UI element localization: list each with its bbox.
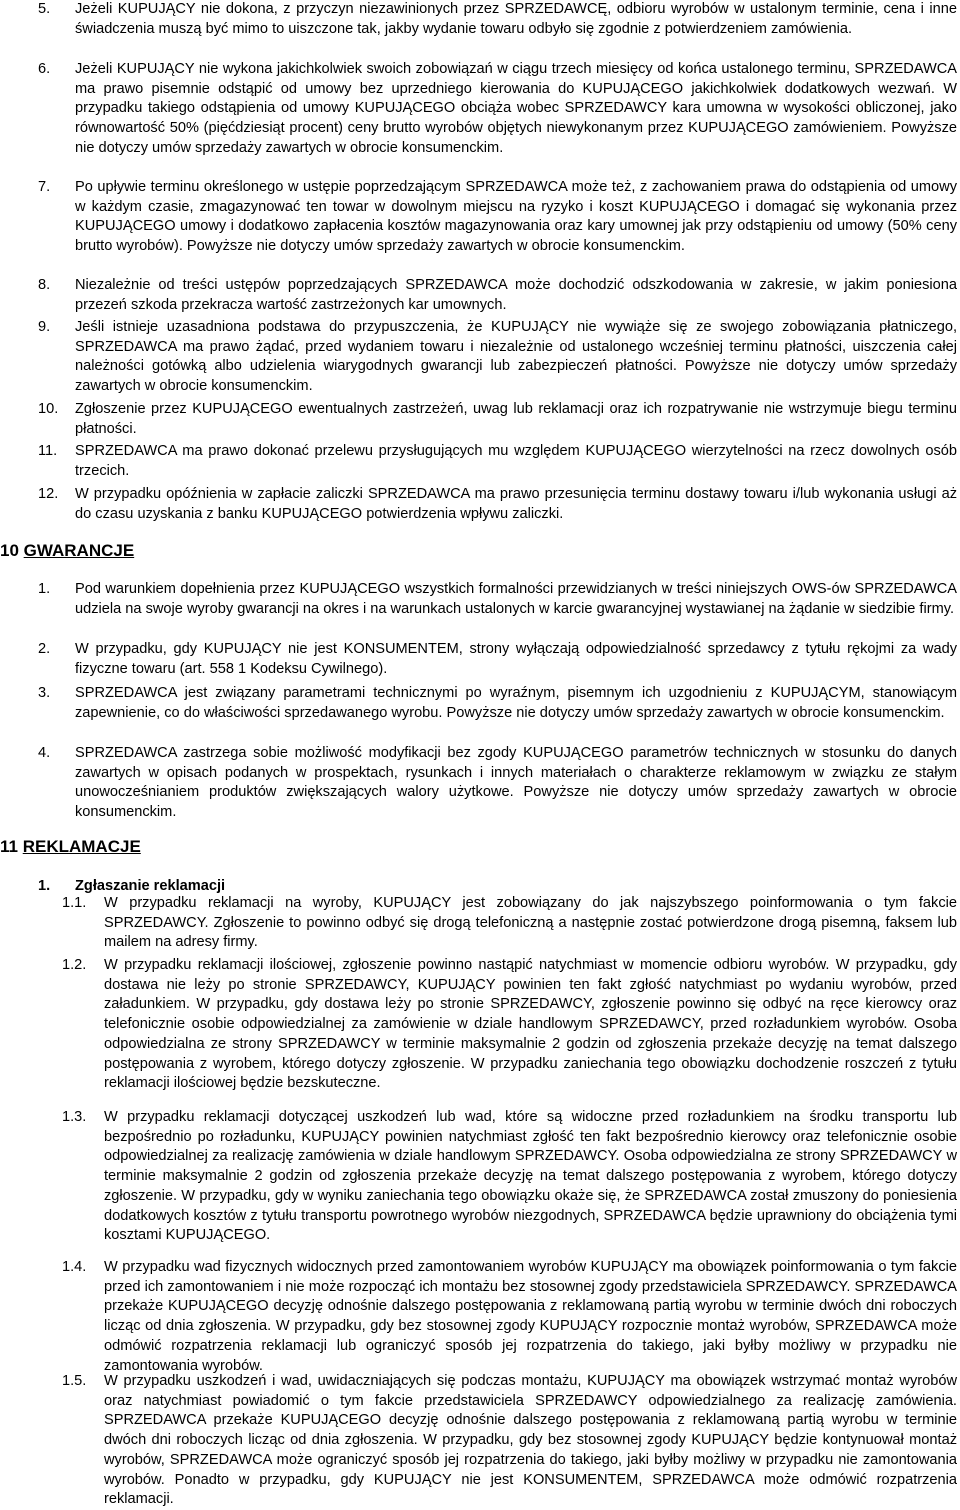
subsection-title: Zgłaszanie reklamacji xyxy=(75,878,226,894)
item-text: SPRZEDAWCA zastrzega sobie możliwość modyfikacji bez zgody KUPUJĄCEGO parametrów technicznych w stosunku do danych zawartych w opisach podanych w prospektach, rysunkach i innych materiałach o charakterze reklamowym w związku ze stałym unowocześnianiem produktów zwiększających walory użytkowe. Powyższe nie dotyczy umów sprzedaży zawartych w obrocie konsumenckim. xyxy=(75,745,957,821)
subsection-number: 1. xyxy=(38,878,51,894)
item-number: 1.4. xyxy=(62,1259,87,1275)
item-text: W przypadku reklamacji na wyroby, KUPUJĄCY jest zobowiązany do jak najszybszego poinformowania o tym fakcie SPRZEDAWCY. Zgłoszenie to powinno odbyć się drogą telefoniczną a następnie zostać potwierdzone drogą pisemną, faksem lub mailem na adresy firmy. xyxy=(104,895,957,951)
item-number: 1.2. xyxy=(62,957,87,973)
item-text: Zgłoszenie przez KUPUJĄCEGO ewentualnych zastrzeżeń, uwag lub reklamacji oraz ich rozpatrywanie nie wstrzymuje biegu terminu płatności. xyxy=(75,401,957,437)
subsection-heading xyxy=(38,876,225,896)
item-number: 5. xyxy=(38,1,51,17)
item-number: 1.3. xyxy=(62,1109,87,1125)
section-heading-complaints xyxy=(0,836,141,858)
item-text: Po upływie terminu określonego w ustępie poprzedzającym SPRZEDAWCA może też, z zachowaniem prawa do odstąpienia od umowy w każdym czasie, zmagazynować ten towar w dowolnym miejscu na ryzyko i koszt KUPUJĄCEGO i domagać się wykonania przez KUPUJĄCEGO umowy i dodatkowo zapłacenia kosztów magazynowania oraz kary umownej jak przy odstąpieniu od umowy (50% ceny brutto wyrobów). Powyższe nie dotyczy umów sprzedaży zawartych w obrocie konsumenckim. xyxy=(75,179,957,255)
item-text: W przypadku wad fizycznych widocznych przed zamontowaniem wyrobów KUPUJĄCY ma obowiązek poinformowania o tym fakcie przed ich zamontowaniem i nie może rozpocząć ich montażu bez stosownej zgody przedstawiciela SPRZEDAWCY. SPRZEDAWCA przekaże KUPUJĄCEGO decyzję odnośnie dalszego postępowania z reklamowaną partią wyrobu w terminie dwóch dni roboczych licząc od dnia zgłoszenia. W przypadku, gdy bez stosownej zgody KUPUJĄCY rozpocznie montaż wyrobów, SPRZEDAWCA może odmówić rozpatrzenia reklamacji lub ograniczyć sposób jej rozpatrzenia do takiego, jaki byłby możliwy w przypadku nie zamontowania wyrobów. xyxy=(104,1259,957,1374)
item-number: 1.5. xyxy=(62,1373,87,1389)
item-text: Jeśli istnieje uzasadniona podstawa do przypuszczenia, że KUPUJĄCY nie wywiąże się ze swojego zobowiązania płatniczego, SPRZEDAWCA ma prawo żądać, przed wydaniem towaru i niezależnie od ustalonego wcześniej terminu płatności, uiszczenia całej należności gotówką albo udzielenia wiarygodnych gwarancji lub zabezpieczeń płatności. Powyższe nie dotyczy umów sprzedaży zawartych w obrocie konsumenckim. xyxy=(75,319,957,395)
item-number: 3. xyxy=(38,685,51,701)
item-number: 4. xyxy=(38,745,51,761)
section-number: 11 xyxy=(0,837,18,856)
item-text: W przypadku reklamacji ilościowej, zgłoszenie powinno nastąpić natychmiast w momencie odbioru wyrobów. W przypadku, gdy dostawa nie leży po stronie SPRZEDAWCY, KUPUJĄCY powinien ten fakt zgłość natychmiast po wydaniu wyrobów, przed załadunkiem. W przypadku, gdy dostawa leży po stronie SPRZEDAWCY, zgłoszenie powinno się odbyć na ręce kierowcy oraz telefonicznie osobie odpowiedzialnej za zamówienie w dziale handlowym SPRZEDAWCY, przed rozładunkiem wyrobów. Osoba odpowiedzialna ze strony SPRZEDAWCY w terminie maksymalnie 2 godzin od zgłoszenia przekaże decyzję na temat dalszego postępowania z wyrobem, którego dotyczy zgłoszenie. W przypadku zaniechania tego obowiązku dochodzenie roszczeń z tytułu reklamacji ilościowej będzie bezskuteczne. xyxy=(104,957,957,1092)
item-text: Jeżeli KUPUJĄCY nie wykona jakichkolwiek swoich zobowiązań w ciągu trzech miesięcy od końca ustalonego terminu, SPRZEDAWCA ma prawo pisemnie odstąpić od umowy bez uprzedniego kierowania do KUPUJĄCEGO jakichkolwiek dodatkowych wezwań. W przypadku takiego odstąpienia od umowy KUPUJĄCEGO obciąża wobec SPRZEDAWCY kara umowna w wysokości obliczonej, jako równowartość 50% (pięćdziesiąt procent) ceny brutto wyrobów objętych niewykonanym przez KUPUJĄCEGO zamówieniem. Powyższe nie dotyczy umów sprzedaży zawartych w obrocie konsumenckim. xyxy=(75,61,957,156)
section-title: REKLAMACJE xyxy=(22,837,141,856)
item-text: W przypadku opóźnienia w zapłacie zaliczki SPRZEDAWCA ma prawo przesunięcia terminu dostawy towaru i/lub wykonania usługi aż do czasu uzyskania z banku KUPUJĄCEGO potwierdzenia wpływu zaliczki. xyxy=(75,486,957,522)
item-number: 7. xyxy=(38,179,51,195)
item-number: 1.1. xyxy=(62,895,87,911)
item-number: 6. xyxy=(38,61,51,77)
item-text: SPRZEDAWCA ma prawo dokonać przelewu przysługujących mu względem KUPUJĄCEGO wierzytelności na rzecz dowolnych osób trzecich. xyxy=(75,443,957,479)
item-number: 10. xyxy=(38,401,59,417)
section-number: 10 xyxy=(0,541,19,560)
item-number: 1. xyxy=(38,581,51,597)
section-title: GWARANCJE xyxy=(23,541,135,560)
item-number: 2. xyxy=(38,641,51,657)
item-text: W przypadku, gdy KUPUJĄCY nie jest KONSUMENTEM, strony wyłączają odpowiedzialność sprzedawcy z tytułu rękojmi za wady fizyczne towaru (art. 558 1 Kodeksu Cywilnego). xyxy=(75,641,957,677)
item-text: Pod warunkiem dopełnienia przez KUPUJĄCEGO wszystkich formalności przewidzianych w treści niniejszych OWS-ów SPRZEDAWCA udziela na swoje wyroby gwarancji na okres i na warunkach ustalonych w karcie gwarancyjnej wystawianej na żądanie w siedzibie firmy. xyxy=(75,581,957,617)
item-text: W przypadku reklamacji dotyczącej uszkodzeń lub wad, które są widoczne przed rozładunkiem na środku transportu lub bezpośrednio po rozładunku, KUPUJĄCY powinien natychmiast zgłość ten fakt bezpośrednio kierowcy oraz telefonicznie osobie odpowiedzialnej za realizację zamówienia w dziale handlowym SPRZEDAWCY. Osoba odpowiedzialna ze strony SPRZEDAWCY w terminie maksymalnie 2 godzin od zgłoszenia przekaże decyzję na temat dalszego postępowania z wyrobem, którego dotyczy zgłoszenie. W przypadku, gdy w wyniku zaniechania tego obowiązku okaże się, że SPRZEDAWCA został zmuszony do poniesienia dodatkowych kosztów z tytułu transportu powrotnego wyrobów niezgodnych, SPRZEDAWCA będzie uprawniony do obciążenia tymi kosztami KUPUJĄCEGO. xyxy=(104,1109,957,1244)
item-text: Niezależnie od treści ustępów poprzedzających SPRZEDAWCA może dochodzić odszkodowania w zakresie, w jakim poniesiona przezeń szkoda przekracza wartość zastrzeżonych kar umownych. xyxy=(75,277,957,313)
item-number: 9. xyxy=(38,319,51,335)
item-number: 8. xyxy=(38,277,51,293)
item-text: Jeżeli KUPUJĄCY nie dokona, z przyczyn niezawinionych przez SPRZEDAWCĘ, odbioru wyrobów w ustalonym terminie, cena i inne świadczenia muszą być mimo to uiszczone tak, jakby wydanie towaru odbyło się zgodnie z potwierdzeniem zamówienia. xyxy=(75,1,957,37)
item-text: SPRZEDAWCA jest związany parametrami technicznymi po wyraźnym, pisemnym ich uzgodnieniu z KUPUJĄCYM, stanowiącym zapewnienie, co do właściwości sprzedawanego wyrobu. Powyższe nie dotyczy umów sprzedaży zawartych w obrocie konsumenckim. xyxy=(75,685,957,721)
item-number: 11. xyxy=(38,443,58,459)
section-heading-warranty xyxy=(0,540,134,562)
item-number: 12. xyxy=(38,486,59,502)
item-text: W przypadku uszkodzeń i wad, uwidaczniających się podczas montażu, KUPUJĄCY ma obowiązek wstrzymać montaż wyrobów oraz natychmiast powiadomić o tym fakcie przedstawiciela SPRZEDAWCY odpowiedzialnego za realizację zamówienia. SPRZEDAWCA przekaże KUPUJĄCEGO decyzję odnośnie dalszego postępowania z reklamowaną partią wyrobu w terminie dwóch dni roboczych licząc od dnia zgłoszenia. W przypadku, gdy bez stosownej zgody KUPUJĄCY będzie kontynuował montaż wyrobów, SPRZEDAWCA może ograniczyć sposób jej rozpatrzenia do takiego, jaki byłby możliwy w przypadku nie zamontowania wyrobów. Ponadto w przypadku, gdy KUPUJĄCY nie jest KONSUMENTEM, SPRZEDAWCA może odmówić rozpatrzenia reklamacji. xyxy=(104,1373,957,1508)
